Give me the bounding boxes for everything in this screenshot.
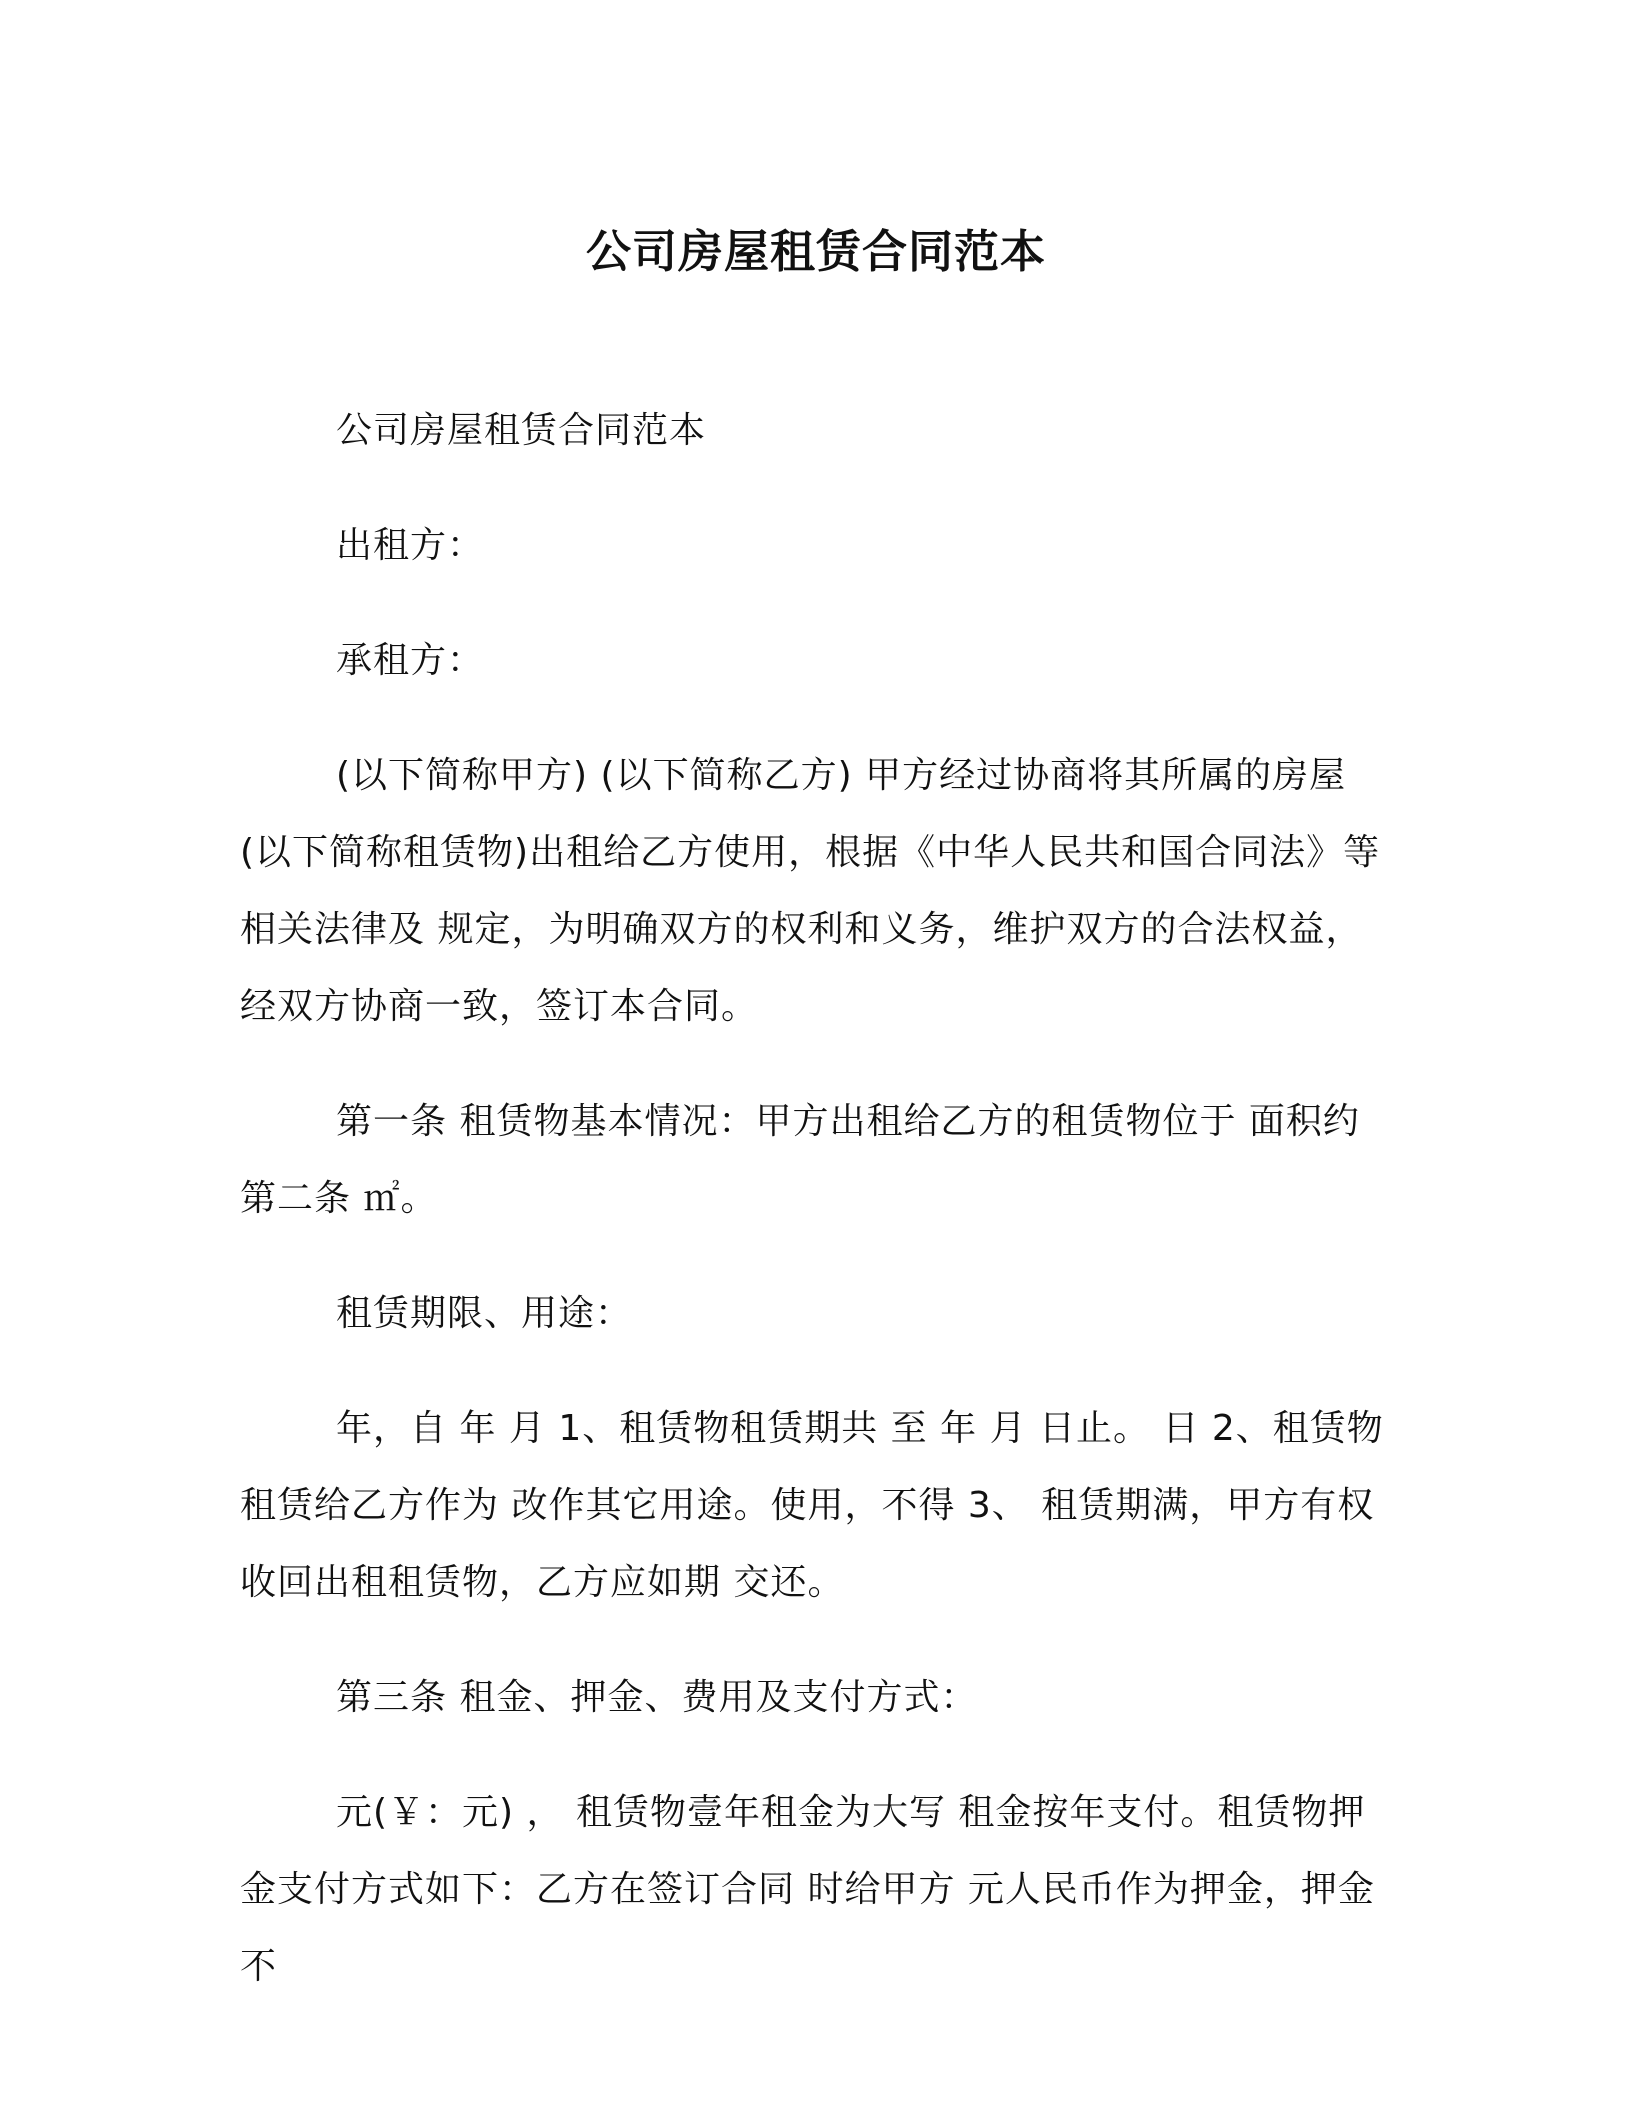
paragraph-preamble: (以下简称甲方) (以下简称乙方) 甲方经过协商将其所属的房屋(以下简称租赁物)出租给乙方使用，根据《中华人民共和国合同法》等相关法律及 规定，为明确双方的权利和义务，维护双方的合法权益，经双方协商一致，签订本合同。 [240, 755, 1381, 1027]
paragraph-lessee: 承租方： [336, 640, 485, 681]
paragraph-lessor: 出租方： [336, 525, 485, 566]
paragraph-article-1: 第一条 租赁物基本情况：甲方出租给乙方的租赁物位于 面积约 第二条 ㎡。 [240, 1101, 1360, 1219]
document-title: 公司房屋租赁合同范本 [585, 225, 1046, 278]
paragraph-article-3: 第三条 租金、押金、费用及支付方式： [336, 1677, 978, 1718]
paragraph-rent-details: 元(￥：元) ， 租赁物壹年租金为大写 租金按年支付。租赁物押金支付方式如下：乙方在签订合同 时给甲方 元人民币作为押金，押金不 [240, 1792, 1375, 1987]
paragraph-term-heading: 租赁期限、用途： [336, 1293, 633, 1334]
paragraph-term-details: 年，自 年 月 1、租赁物租赁期共 至 年 月 日止。 日 2、租赁物租赁给乙方作为 改作其它用途。使用，不得 3、 租赁期满，甲方有权收回出租租赁物，乙方应如期 交还。 [240, 1408, 1384, 1603]
paragraph-subtitle: 公司房屋租赁合同范本 [336, 410, 707, 451]
document-body [240, 392, 1390, 2043]
